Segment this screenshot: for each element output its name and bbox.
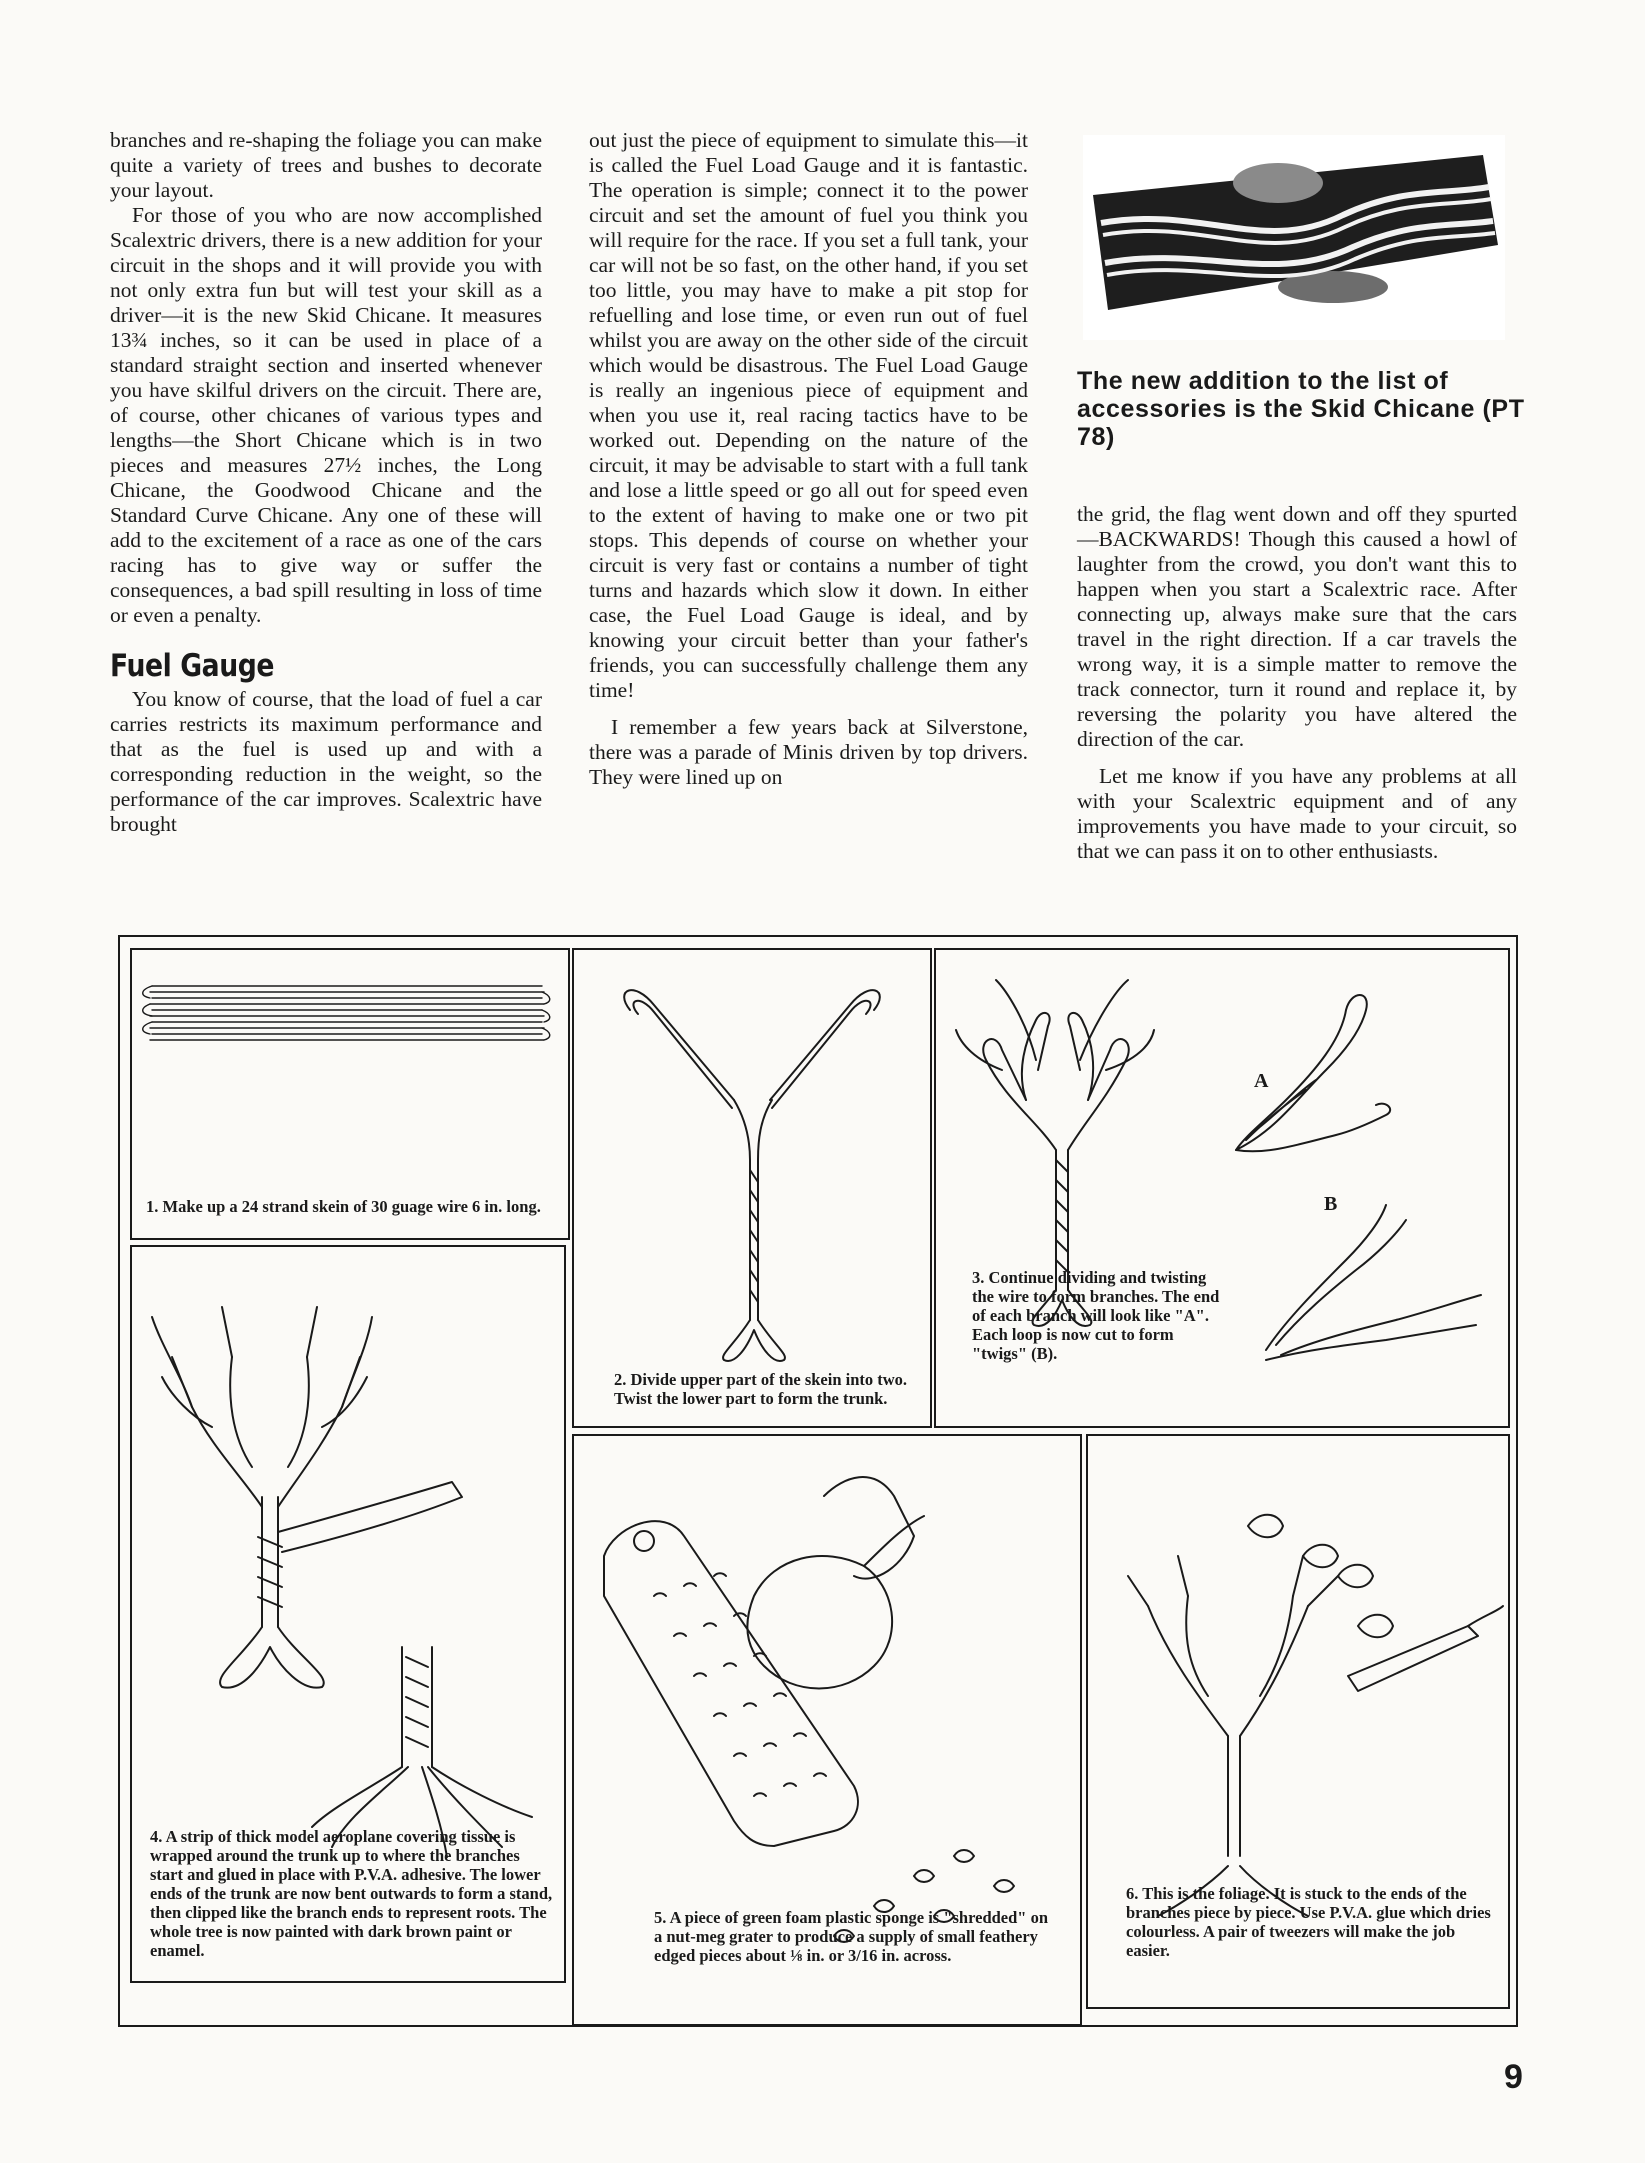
text-column-2: [589, 128, 1028, 790]
step-1-caption: 1. Make up a 24 strand skein of 30 guage wire 6 in. long.: [146, 1197, 541, 1216]
step-6-panel: [1086, 1434, 1510, 2009]
paragraph: the grid, the flag went down and off they spurted—BACKWARDS! Though this caused a howl of laughter from the crowd, you don't want this to happen when you start a Scalextric race. After connecting up, always make sure that the cars travel in the right direction. If a car travels the wrong way, it is a simple matter to remove the track connector, turn it round and replace it, by reversing the polarity you have altered the direction of the car.: [1077, 502, 1517, 751]
paragraph: branches and re-shaping the foliage you can make quite a variety of trees and bushes to decorate your layout.: [110, 128, 542, 202]
step-2-panel: [572, 948, 932, 1428]
step-4-caption: 4. A strip of thick model aeroplane covering tissue is wrapped around the trunk up to where the branches start and glued in place with P.V.A. adhesive. The lower ends of the trunk are now bent outwards to form a stand, then clipped like the branch ends to represent roots. The whole tree is now painted with dark brown paint or enamel.: [150, 1827, 553, 1960]
page-number: 9: [1504, 2058, 1523, 2096]
section-heading: Fuel Gauge: [110, 648, 275, 684]
step-2-caption: 2. Divide upper part of the skein into two. Twist the lower part to form the trunk.: [614, 1370, 908, 1408]
paragraph: For those of you who are now accomplished Scalextric drivers, there is a new addition for your circuit in the shops and it will provide you with not only extra fun but will test your skill as a driver—it is the new Skid Chicane. It measures 13¾ inches, so it can be used in place of a standard straight section and inserted whenever you have skilful drivers on the circuit. There are, of course, other chicanes of various types and lengths—the Short Chicane which is in two pieces and measures 27½ inches, the Long Chicane, the Goodwood Chicane and the Standard Curve Chicane. Any one of these will add to the excitement of a race as one of the cars racing has to give way or suffer the consequences, a bad spill resulting in loss of time or even a penalty.: [110, 203, 542, 627]
step-3-panel: [934, 948, 1510, 1428]
paragraph: I remember a few years back at Silverstone, there was a parade of Minis driven by top drivers. They were lined up on: [589, 715, 1028, 789]
paragraph: You know of course, that the load of fuel a car carries restricts its maximum performance and that as the fuel is used up and with a corresponding reduction in the weight, so the performance of the car improves. Scalextric have brought: [110, 687, 542, 836]
step-5-caption: 5. A piece of green foam plastic sponge is "shredded" on a nut-meg grater to produce a supply of small feathery edged pieces about ⅛ in. or 3/16 in. across.: [654, 1908, 1049, 1965]
text-column-1: [110, 128, 542, 837]
step-3-caption: 3. Continue dividing and twisting the wire to form branches. The end of each branch will look like "A". Each loop is now cut to form "twigs" (B).: [972, 1268, 1220, 1363]
paragraph: Let me know if you have any problems at all with your Scalextric equipment and of any improvements you have made to your circuit, so that we can pass it on to other enthusiasts.: [1077, 764, 1517, 863]
step-6-caption: 6. This is the foliage. It is stuck to the ends of the branches piece by piece. Use P.V.A. glue which dries colourless. A pair of tweezers will make the job easier.: [1126, 1884, 1491, 1960]
text-column-3: [1077, 502, 1517, 864]
skid-chicane-photo: [1083, 135, 1505, 340]
label-a: A: [1254, 1070, 1269, 1092]
step-4-panel: [130, 1245, 566, 1983]
divided-skein-drawing: [574, 950, 934, 1430]
photo-caption: The new addition to the list of accessories is the Skid Chicane (PT 78): [1077, 367, 1525, 451]
paragraph: out just the piece of equipment to simulate this—it is called the Fuel Load Gauge and it is fantastic. The operation is simple; connect it to the power circuit and set the amount of fuel you think you will require for the race. If you set a full tank, your car will not be so fast, on the other hand, if you set too little, you may have to make a pit stop for refuelling and lose time, or even run out of fuel whilst you are away on the other side of the circuit which would be disastrous. The Fuel Load Gauge is really an ingenious piece of equipment and when you use it, real racing tactics have to be worked out. Depending on the nature of the circuit, it may be advisable to start with a full tank and lose a little speed or go all out for speed even to the extent of having to make one or two pit stops. This depends of course on whether your circuit is very fast or contains a number of tight turns and hazards which slow it down. In either case, the Fuel Load Gauge is ideal, and by knowing your circuit better than your father's friends, you can successfully challenge them any time!: [589, 128, 1028, 702]
step-5-panel: [572, 1434, 1082, 2026]
step-1-panel: [130, 948, 570, 1240]
label-b: B: [1324, 1193, 1338, 1215]
